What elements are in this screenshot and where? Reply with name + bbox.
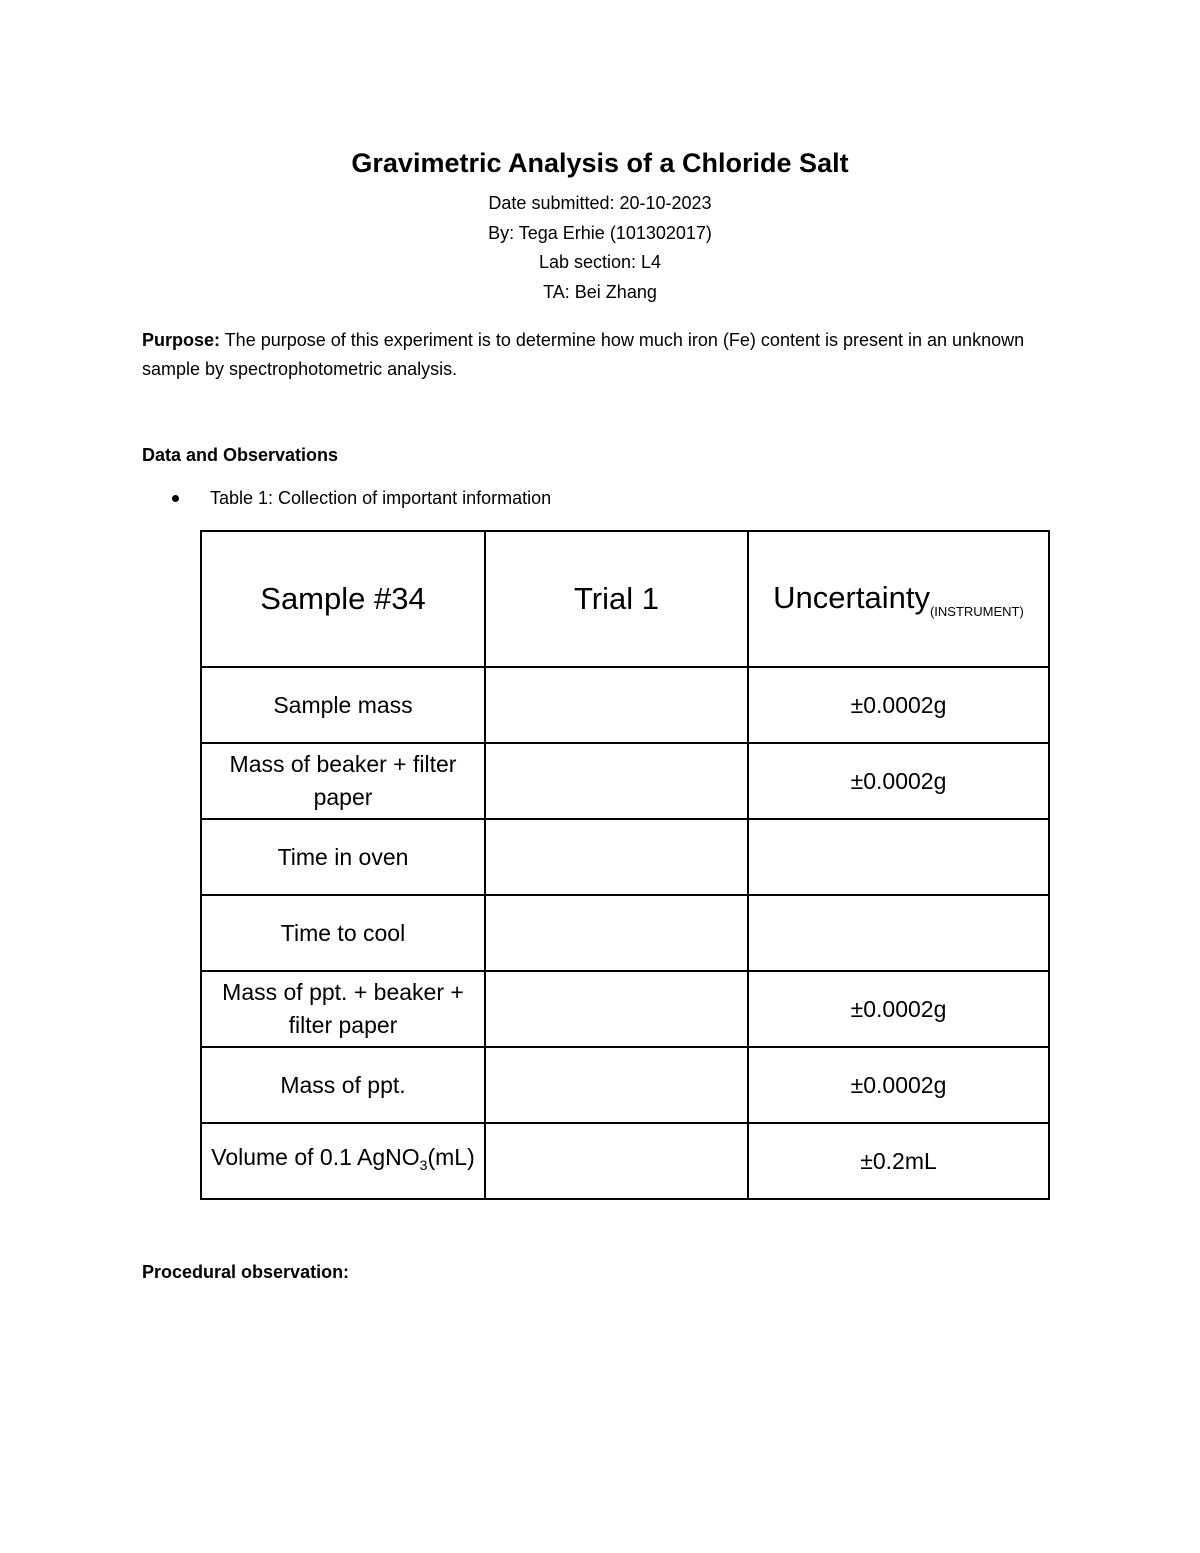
row-label: Mass of ppt. — [201, 1047, 485, 1123]
trial-cell — [485, 1047, 748, 1123]
header-trial: Trial 1 — [485, 531, 748, 667]
author-line: By: Tega Erhie (101302017) — [488, 222, 712, 243]
trial-cell — [485, 1123, 748, 1199]
table-row — [201, 971, 1049, 1047]
header-uncertainty — [748, 531, 1049, 667]
trial-cell — [485, 667, 748, 743]
header-uncertainty-sub: (INSTRUMENT) — [929, 603, 1024, 619]
uncertainty-cell — [748, 895, 1049, 971]
procedural-observation-heading: Procedural observation: — [142, 1262, 350, 1282]
trial-cell — [485, 971, 748, 1047]
trial-cell — [485, 895, 748, 971]
table-row — [201, 1047, 1049, 1123]
row-label-part2: (mL) — [427, 1143, 475, 1170]
table-header-row — [201, 531, 1049, 667]
uncertainty-cell: ±0.0002g — [748, 971, 1049, 1047]
row-label: Time in oven — [201, 819, 485, 895]
data-observations-heading: Data and Observations — [142, 445, 339, 465]
table-caption: Table 1: Collection of important information — [210, 488, 552, 508]
uncertainty-cell: ±0.0002g — [748, 743, 1049, 819]
date-submitted: Date submitted: 20-10-2023 — [488, 193, 712, 213]
trial-cell — [485, 819, 748, 895]
bullet-icon — [172, 495, 179, 502]
purpose-paragraph — [142, 326, 1062, 383]
table-row — [201, 743, 1049, 819]
data-table — [200, 530, 1050, 1200]
table-row — [201, 1123, 1049, 1199]
header-uncertainty-main: Uncertainty — [773, 579, 930, 615]
table-caption-bullet — [172, 488, 551, 509]
row-label: Mass of ppt. + beaker + filter paper — [201, 971, 485, 1047]
table-row — [201, 819, 1049, 895]
lab-section: Lab section: L4 — [538, 252, 662, 272]
uncertainty-cell — [748, 819, 1049, 895]
table-row — [201, 667, 1049, 743]
trial-cell — [485, 743, 748, 819]
uncertainty-cell: ±0.0002g — [748, 1047, 1049, 1123]
row-label-part1: Volume of 0.1 AgNO — [211, 1143, 420, 1170]
uncertainty-cell: ±0.0002g — [748, 667, 1049, 743]
document-title: Gravimetric Analysis of a Chloride Salt — [351, 148, 849, 178]
table-row — [201, 895, 1049, 971]
purpose-label: Purpose: — [142, 330, 221, 350]
row-label — [201, 1123, 485, 1199]
ta-name: TA: Bei Zhang — [543, 281, 657, 302]
uncertainty-cell: ±0.2mL — [748, 1123, 1049, 1199]
row-label: Mass of beaker + filter paper — [201, 743, 485, 819]
row-label: Sample mass — [201, 667, 485, 743]
document-header — [0, 145, 1200, 307]
row-label: Time to cool — [201, 895, 485, 971]
header-sample: Sample #34 — [201, 531, 485, 667]
row-label-subscript: 3 — [419, 1156, 428, 1173]
purpose-text: The purpose of this experiment is to determine how much iron (Fe) content is present in an unknown sample by spectrophotometric analysis. — [142, 330, 1025, 379]
